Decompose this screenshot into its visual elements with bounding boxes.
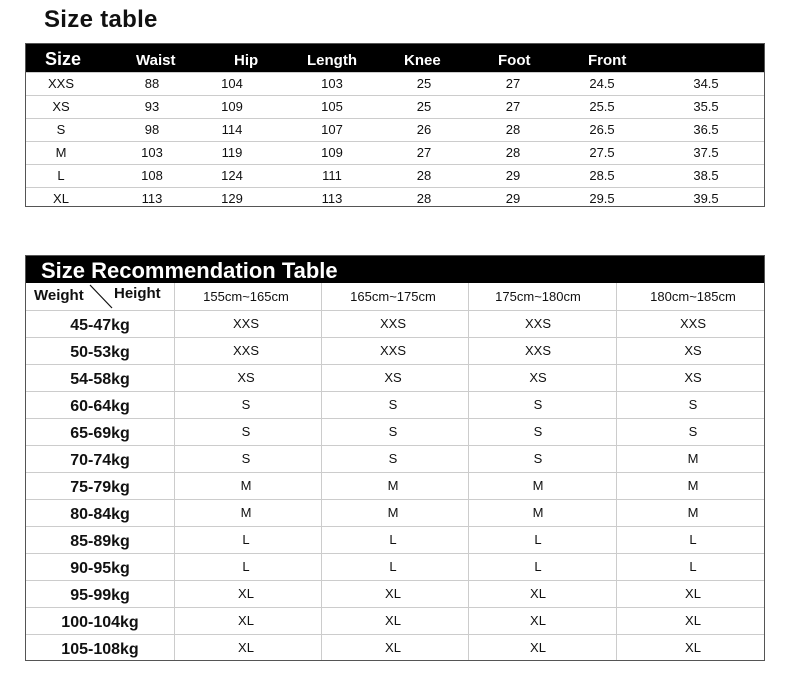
size-table-cell: 119 [221,145,243,160]
size-table-cell: 26.5 [589,122,615,137]
rec-table-row [26,419,764,446]
height-range-2: 165cm~175cm [350,289,436,304]
recommended-size-cell: S [241,397,251,412]
recommended-size-cell: S [388,424,398,439]
height-range-1: 155cm~165cm [203,289,289,304]
recommended-size-cell: L [534,532,542,547]
recommended-size-cell: S [533,424,543,439]
size-table-row [26,95,764,118]
size-table-cell: 34.5 [693,76,719,91]
header-front: Front [588,52,627,69]
recommended-size-cell: L [242,559,250,574]
recommended-size-cell: L [242,532,250,547]
rec-header-row [26,283,764,311]
corner-height-label: Height [114,285,161,302]
recommended-size-cell: XXS [379,316,406,331]
recommended-size-cell: XS [684,370,702,385]
size-table-row [26,164,764,187]
rec-table-row [26,500,764,527]
recommended-size-cell: M [387,478,399,493]
size-table-cell: 25 [416,99,432,114]
weight-range-label: 75-79kg [70,479,130,496]
size-table-cell: 109 [321,145,343,160]
recommended-size-cell: S [241,451,251,466]
recommended-size-cell: M [687,505,699,520]
size-table-cell: 28 [505,122,521,137]
size-table-cell: 28 [416,191,432,206]
recommended-size-cell: L [389,532,397,547]
header-knee: Knee [404,52,441,69]
recommended-size-cell: L [389,559,397,574]
size-table-cell: 109 [221,99,243,114]
recommended-size-cell: XXS [232,316,259,331]
weight-range-label: 90-95kg [70,560,130,577]
header-foot: Foot [498,52,531,69]
size-table-cell: 113 [141,191,163,206]
height-range-4: 180cm~185cm [650,289,736,304]
recommended-size-cell: XXS [232,343,259,358]
recommended-size-cell: M [240,478,252,493]
recommended-size-cell: S [241,424,251,439]
size-table-cell: 28 [505,145,521,160]
size-table-cell: M [55,145,67,160]
size-table-cell: XS [52,99,70,114]
size-table-cell: 28.5 [589,168,615,183]
rec-table-row [26,338,764,365]
size-table-cell: 27 [505,76,521,91]
recommended-size-cell: S [688,424,698,439]
rec-table-row [26,608,764,635]
recommended-size-cell: XL [238,640,254,655]
recommended-size-cell: XL [685,586,701,601]
size-table-cell: 105 [321,99,343,114]
header-waist: Waist [136,52,176,69]
weight-range-label: 45-47kg [70,317,130,334]
recommended-size-cell: XL [685,640,701,655]
recommended-size-cell: S [688,397,698,412]
recommended-size-cell: XL [530,613,546,628]
height-range-3: 175cm~180cm [495,289,581,304]
recommended-size-cell: XL [530,640,546,655]
rec-table-row [26,446,764,473]
size-table-cell: 25.5 [589,99,615,114]
size-table-cell: 39.5 [693,191,719,206]
weight-range-label: 80-84kg [70,506,130,523]
recommended-size-cell: M [532,478,544,493]
recommended-size-cell: XXS [524,343,551,358]
weight-range-label: 54-58kg [70,371,130,388]
recommended-size-cell: XL [530,586,546,601]
recommended-size-cell: XL [385,586,401,601]
recommended-size-cell: XS [237,370,255,385]
header-length: Length [307,52,357,69]
weight-range-label: 60-64kg [70,398,130,415]
size-table-row [26,72,764,95]
size-table-cell: 108 [141,168,163,183]
rec-table-title: Size Recommendation Table [41,258,338,283]
recommended-size-cell: L [689,559,697,574]
size-table-cell: 26 [416,122,432,137]
rec-table-row [26,554,764,581]
size-table-cell: 93 [144,99,160,114]
rec-table-row [26,365,764,392]
size-table-cell: S [56,122,66,137]
size-table-cell: 104 [221,76,243,91]
size-table-cell: 88 [144,76,160,91]
size-table-cell: 35.5 [693,99,719,114]
size-table-cell: 114 [221,122,243,137]
size-table-cell: 24.5 [589,76,615,91]
recommended-size-cell: S [533,451,543,466]
rec-title-bar [26,256,764,283]
size-table-cell: 27.5 [589,145,615,160]
size-table-cell: 103 [321,76,343,91]
recommended-size-cell: M [532,505,544,520]
size-table-cell: 25 [416,76,432,91]
recommended-size-cell: XS [684,343,702,358]
size-table-cell: 124 [221,168,243,183]
recommended-size-cell: XXS [679,316,706,331]
recommended-size-cell: XL [385,640,401,655]
size-table-cell: 129 [221,191,243,206]
rec-table-row [26,527,764,554]
size-table-header [26,44,764,72]
header-size: Size [45,49,82,69]
recommended-size-cell: XL [238,613,254,628]
recommended-size-cell: L [689,532,697,547]
size-table-cell: 111 [322,168,342,183]
recommended-size-cell: XL [238,586,254,601]
rec-table-row [26,473,764,500]
weight-range-label: 85-89kg [70,533,130,550]
size-recommendation-table [25,255,765,661]
rec-table-row [26,581,764,608]
size-table-cell: 107 [321,122,343,137]
size-table-cell: 29.5 [589,191,615,206]
weight-range-label: 100-104kg [61,614,139,631]
size-table-cell: L [57,168,65,183]
size-table [25,43,765,207]
size-table-cell: 37.5 [693,145,719,160]
recommended-size-cell: M [687,478,699,493]
weight-range-label: 95-99kg [70,587,130,604]
weight-range-label: 105-108kg [61,641,139,658]
size-table-cell: 103 [141,145,163,160]
header-hip: Hip [234,52,259,69]
recommended-size-cell: XXS [379,343,406,358]
recommended-size-cell: XL [685,613,701,628]
recommended-size-cell: S [533,397,543,412]
size-table-cell: 113 [321,191,343,206]
size-table-cell: 38.5 [693,168,719,183]
recommended-size-cell: XXS [524,316,551,331]
recommended-size-cell: XL [385,613,401,628]
corner-weight-label: Weight [34,287,84,304]
recommended-size-cell: S [388,451,398,466]
recommended-size-cell: XS [384,370,402,385]
size-table-title: Size table [44,6,158,33]
size-table-row [26,141,764,164]
corner-diagonal-line [88,284,114,310]
size-table-cell: 29 [505,168,521,183]
recommended-size-cell: XS [529,370,547,385]
size-table-cell: 98 [144,122,160,137]
rec-table-row [26,392,764,419]
size-table-cell: 29 [505,191,521,206]
size-table-row [26,187,764,210]
size-table-cell: 36.5 [693,122,719,137]
rec-table-row [26,311,764,338]
weight-range-label: 70-74kg [70,452,130,469]
size-table-cell: XXS [47,76,74,91]
size-table-cell: 28 [416,168,432,183]
size-table-cell: 27 [416,145,432,160]
recommended-size-cell: M [387,505,399,520]
rec-table-row [26,635,764,662]
weight-range-label: 65-69kg [70,425,130,442]
weight-range-label: 50-53kg [70,344,130,361]
size-table-cell: 27 [505,99,521,114]
recommended-size-cell: M [240,505,252,520]
recommended-size-cell: S [388,397,398,412]
size-table-cell: XL [53,191,69,206]
size-table-row [26,118,764,141]
recommended-size-cell: M [687,451,699,466]
recommended-size-cell: L [534,559,542,574]
